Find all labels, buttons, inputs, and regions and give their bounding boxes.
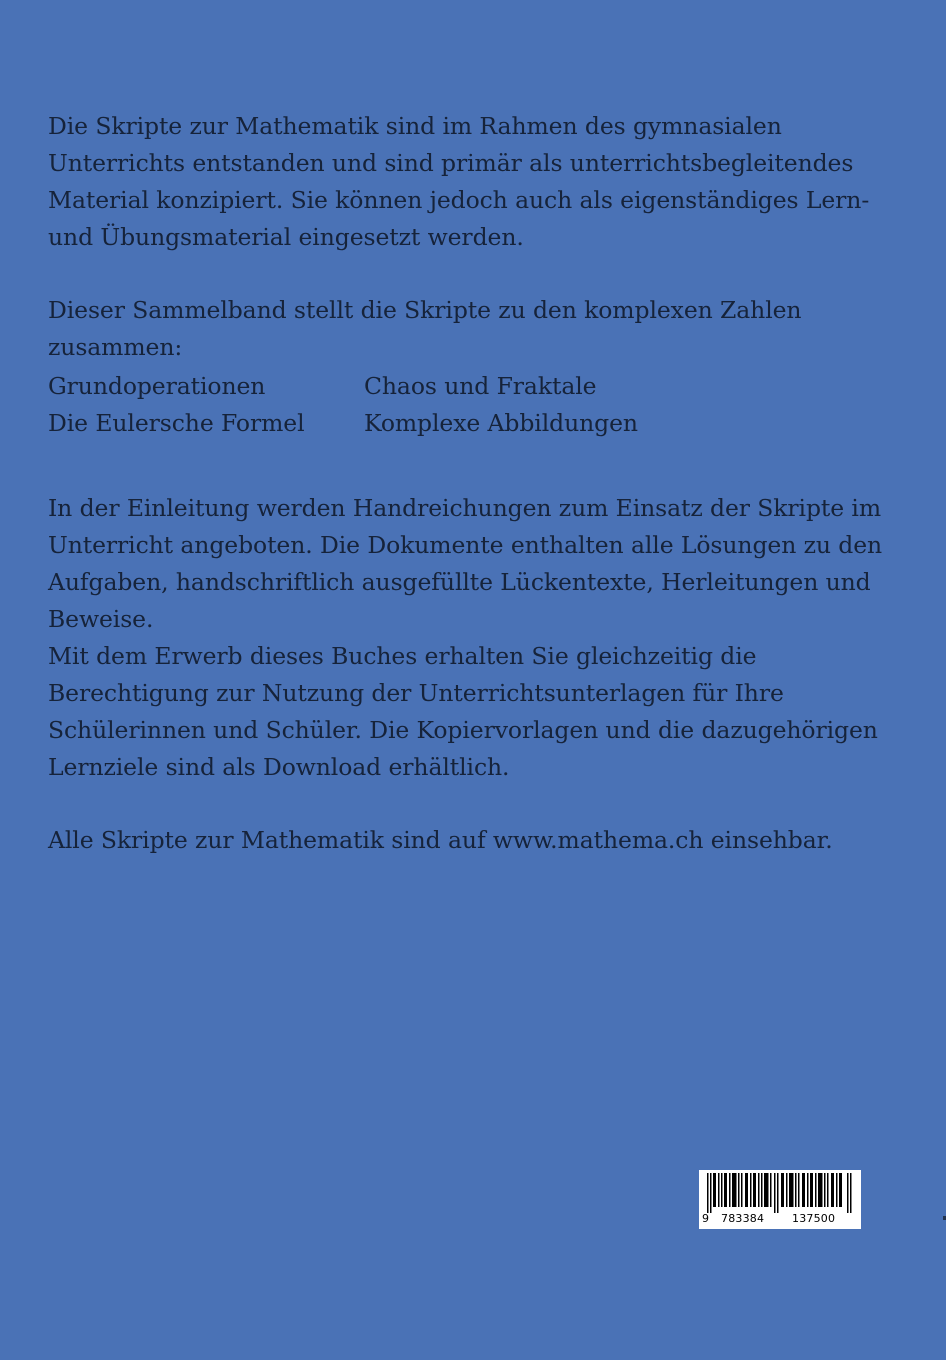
isbn-barcode (699, 1170, 861, 1229)
collection-paragraph: Dieser Sammelband stellt die Skripte zu den komplexen Zahlen zusammen: (48, 296, 802, 361)
topic-list (48, 368, 908, 442)
barcode-left-digits: 783384 (721, 1212, 765, 1225)
website-paragraph: Alle Skripte zur Mathematik sind auf www.mathema.ch einsehbar. (48, 826, 833, 854)
topic-item: Die Eulersche Formel (48, 409, 305, 437)
barcode-first-digit: 9 (702, 1212, 710, 1225)
topic-item: Grundoperationen (48, 372, 266, 400)
topic-item: Chaos und Fraktale (364, 372, 597, 400)
topic-item: Komplexe Abbildungen (364, 409, 638, 437)
license-paragraph: Mit dem Erwerb dieses Buches erhalten Sie gleichzeitig die Berechtigung zur Nutzung der Unterrichtsunterlagen für Ihre Schülerinnen und Schüler. Die Kopiervorlagen und die dazugehörigen Lernziele sind als Download erhältlich. (48, 642, 878, 781)
introduction-paragraph: In der Einleitung werden Handreichungen zum Einsatz der Skripte im Unterricht angeboten. Die Dokumente enthalten alle Lösungen zu den Aufgaben, handschriftlich ausgefüllte Lückentexte, Herleitungen und Beweise. (48, 494, 883, 633)
barcode-right-digits: 137500 (792, 1212, 836, 1225)
back-cover-text (48, 108, 908, 859)
intro-paragraph: Die Skripte zur Mathematik sind im Rahmen des gymnasialen Unterrichts entstanden und sind primär als unterrichtsbegleitendes Material konzipiert. Sie können jedoch auch als eigenständiges Lern- und Übungsmaterial eingesetzt werden. (48, 112, 870, 251)
barcode-bars (707, 1173, 853, 1213)
